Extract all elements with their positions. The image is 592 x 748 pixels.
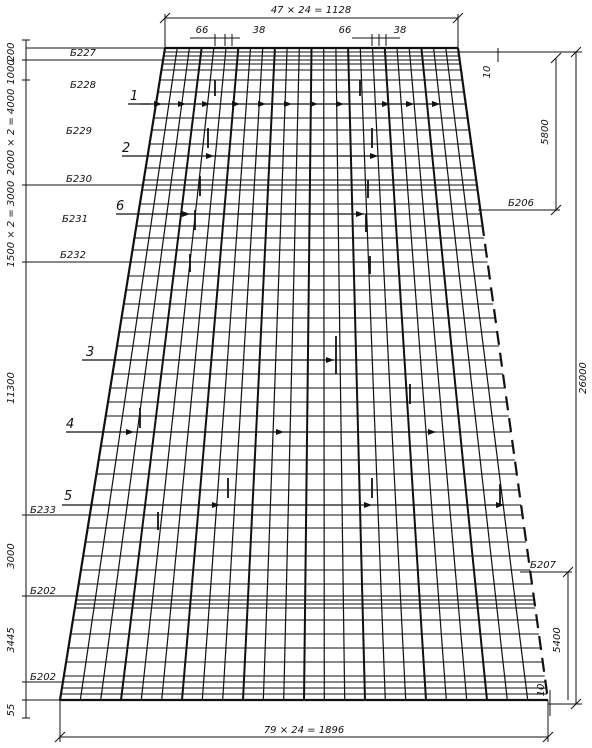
callout-arrowhead (432, 101, 440, 107)
callout-arrowhead (406, 101, 414, 107)
right-edge-dashed (482, 222, 548, 700)
callout-arrowhead (326, 357, 334, 363)
top-spacing-label-4: 38 (393, 25, 407, 36)
right-dim-upper: 5800 (540, 119, 551, 145)
bottom-total-dimension: 79 × 24 = 1896 (263, 725, 345, 736)
callout-arrowhead (276, 429, 284, 435)
callout-arrowhead (356, 211, 364, 217)
callout-arrowhead (258, 101, 266, 107)
bar-label-b229: Б229 (66, 126, 92, 137)
right-dimension-chain (458, 47, 582, 716)
left-dim-8: 55 (6, 703, 17, 717)
callout-arrowhead (206, 153, 214, 159)
callout-arrowhead (126, 429, 134, 435)
top-spacing-label-1: 66 (195, 25, 209, 36)
bar-label-b230: Б230 (66, 174, 92, 185)
callout-arrowhead (310, 101, 318, 107)
bar-label-b228: Б228 (70, 80, 96, 91)
bar-label-b202-upper: Б202 (30, 586, 56, 597)
callout-arrowhead (364, 502, 372, 508)
left-dim-7: 3445 (6, 627, 17, 653)
callout-arrowhead (154, 101, 162, 107)
callout-3: 3 (86, 345, 95, 360)
callout-arrowhead (428, 429, 436, 435)
left-dim-5: 11300 (6, 372, 17, 404)
top-spacing-label-3: 66 (338, 25, 352, 36)
callout-arrowhead (232, 101, 240, 107)
callout-arrowhead (370, 153, 378, 159)
bar-label-b233: Б233 (30, 505, 56, 516)
callout-2: 2 (122, 141, 131, 156)
callout-arrowhead (182, 211, 190, 217)
callout-1: 1 (130, 89, 139, 104)
right-dim-top-small: 10 (482, 65, 493, 79)
left-dim-3: 2000 × 2 = 4000 (6, 88, 17, 176)
right-dim-total: 26000 (578, 362, 589, 394)
callout-5: 5 (64, 489, 73, 504)
bar-label-b207: Б207 (530, 560, 556, 571)
callout-arrowhead (202, 101, 210, 107)
left-dim-6: 3000 (6, 543, 17, 569)
right-edge-solid (458, 48, 482, 222)
bar-label-b202-lower: Б202 (30, 672, 56, 683)
callout-6: 6 (116, 199, 125, 214)
bar-label-b232: Б232 (60, 250, 86, 261)
callout-4: 4 (66, 417, 75, 432)
bar-label-b231: Б231 (62, 214, 88, 225)
left-dim-1: 200 (6, 42, 17, 62)
callout-arrowhead (336, 101, 344, 107)
right-dim-lower: 5400 (552, 627, 563, 653)
right-dim-bottom-small: 10 (536, 683, 547, 697)
top-spacing-label-2: 38 (252, 25, 266, 36)
top-total-dimension: 47 × 24 = 1128 (270, 5, 352, 16)
left-dim-4: 1500 × 2 = 3000 (6, 180, 17, 268)
bar-label-b227: Б227 (70, 48, 96, 59)
callout-arrowhead (284, 101, 292, 107)
left-dim-2: 1000 (6, 59, 17, 85)
left-dimension-chain (22, 40, 165, 718)
bar-label-b206: Б206 (508, 198, 534, 209)
